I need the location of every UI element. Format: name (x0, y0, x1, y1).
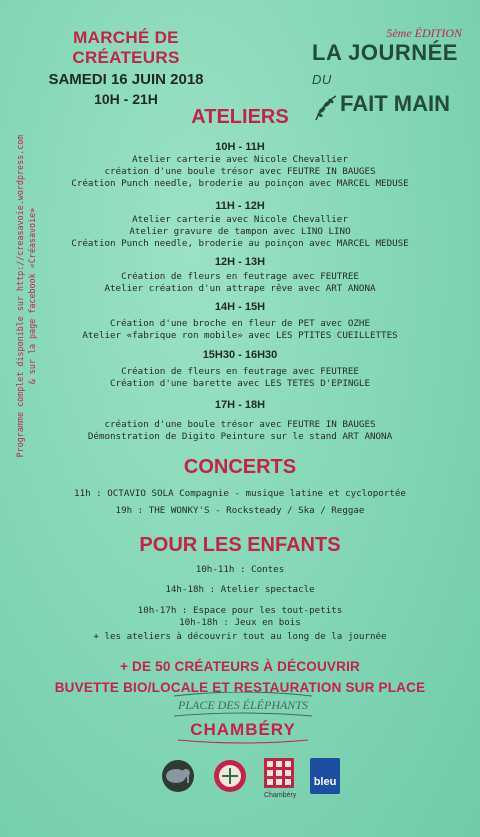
slot-line: Atelier carterie avec Nicole Chevallier (132, 214, 348, 225)
edition-label: 5ème ÉDITION (386, 26, 462, 40)
enfants-line: 10h-11h : Contes (195, 564, 285, 575)
venue-stamp (168, 692, 318, 744)
radio-label: bleu (313, 776, 337, 788)
logo-line-2: FAIT MAIN (340, 91, 450, 116)
slot-time: 15H30 - 16H30 (202, 349, 278, 361)
side-note-line-1: Programme complet disponible sur http://creasavoie.wordpress.com (15, 134, 25, 458)
slot-time: 12H - 13H (214, 256, 266, 268)
slot-line: Création de fleurs en feutrage avec FEUTREE (121, 271, 359, 282)
slot-line: Atelier «fabrique ron mobile» avec LES PTITES CUEILLETTES (82, 330, 398, 341)
event-header (26, 28, 226, 107)
enfants-line: + les ateliers à découvrir tout au long de la journée (93, 631, 387, 642)
slot-line: Création de fleurs en feutrage avec FEUTREE (121, 366, 359, 377)
program-side-note (14, 126, 38, 466)
creasavoie-logo-icon (212, 758, 248, 794)
slot-line: création d'une boule trésor avec FEUTRE IN BAUGES (104, 166, 376, 177)
ateliers-title: ATELIERS (191, 106, 289, 128)
logo-line-1 (312, 41, 462, 92)
event-title: MARCHÉ DE CRÉATEURS (72, 28, 180, 67)
slot-line: Création Punch needle, broderie au poinçon avec MARCEL MEDUSE (71, 178, 409, 189)
slot-line: Création d'une barette avec LES TETES D'EPINGLE (110, 378, 370, 389)
journee-logo (312, 26, 462, 116)
enfants-title: POUR LES ENFANTS (139, 534, 341, 556)
venue-city: CHAMBÉRY (190, 720, 296, 739)
slot-line: Création Punch needle, broderie au poinçon avec MARCEL MEDUSE (71, 238, 409, 249)
chambery-logo (264, 758, 297, 799)
logo-du: DU (312, 72, 332, 87)
slot-time: 10H - 11H (215, 141, 265, 153)
slot-line: Atelier création d'un attrape rêve avec ART ANONA (104, 283, 376, 294)
enfants-line: 14h-18h : Atelier spectacle (165, 584, 315, 595)
france-bleu-logo (310, 758, 340, 794)
venue-place: PLACE DES ÉLÉPHANTS (177, 698, 308, 712)
slot-time: 14H - 15H (214, 301, 266, 313)
concerts-title: CONCERTS (183, 456, 297, 478)
enfants-line: 10h-18h : Jeux en bois (179, 617, 301, 628)
slot-line: Démonstration de Digito Peinture sur le stand ART ANONA (87, 431, 393, 442)
chambery-label: Chambéry (264, 792, 297, 799)
slot-line: Atelier carterie avec Nicole Chevallier (132, 154, 348, 165)
creators-highlight: + DE 50 CRÉATEURS À DÉCOUVRIR (120, 659, 360, 674)
enfants-line: 10h-17h : Espace pour les tout-petits (137, 605, 343, 616)
slot-line: Atelier gravure de tampon avec LINO LINO (129, 226, 351, 237)
concert-line: 11h : OCTAVIO SOLA Compagnie - musique latine et cycloportée (74, 488, 406, 499)
slot-time: 11H - 12H (215, 200, 265, 212)
buvette-highlight: BUVETTE BIO/LOCALE ET RESTAURATION SUR PLACE (54, 680, 426, 695)
logo-line-1-text: LA JOURNÉE (312, 40, 458, 65)
event-hours: 10H - 21H (94, 91, 158, 107)
partner-logos (0, 758, 480, 808)
side-note-line-2: & sur la page facebook «Créasavoie» (27, 207, 37, 385)
slot-time: 17H - 18H (214, 399, 266, 411)
concert-line: 19h : THE WONKY'S - Rocksteady / Ska / Reggae (115, 505, 365, 516)
elephant-logo-icon (160, 758, 196, 794)
event-date: SAMEDI 16 JUIN 2018 (48, 71, 204, 88)
slot-line: création d'une boule trésor avec FEUTRE IN BAUGES (104, 419, 376, 430)
chambery-grid-icon (264, 758, 294, 788)
slot-line: Création d'une broche en fleur de PET avec OZHE (110, 318, 370, 329)
